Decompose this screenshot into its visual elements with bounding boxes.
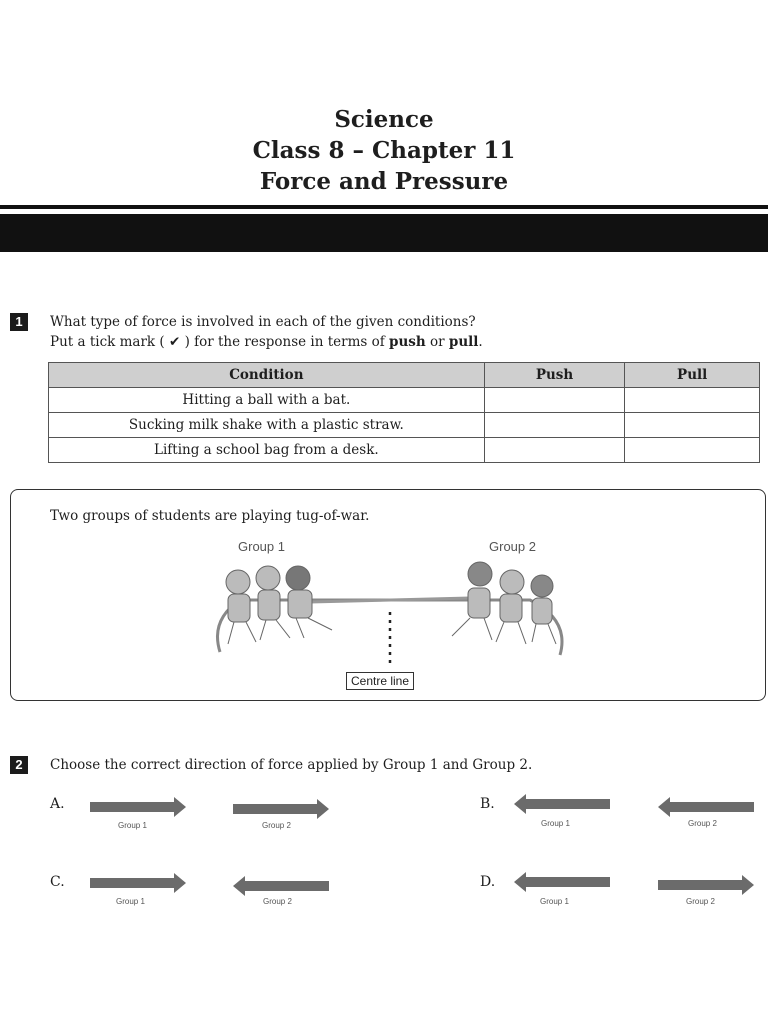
group-2-students xyxy=(452,562,556,644)
option-c-group2-label: Group 2 xyxy=(263,897,292,906)
option-a-group2-label: Group 2 xyxy=(262,821,291,830)
topic-title: Force and Pressure xyxy=(259,168,509,195)
q1-prefix: Put a tick mark ( xyxy=(50,334,165,350)
option-b-group2-label: Group 2 xyxy=(688,819,717,828)
header-divider xyxy=(0,205,768,209)
header-push: Push xyxy=(484,363,625,388)
subject-title: Science xyxy=(334,106,434,133)
table-row xyxy=(49,388,760,413)
question-1-line2 xyxy=(50,332,483,352)
option-d-group2-arrow xyxy=(658,875,758,895)
q1-period: . xyxy=(478,334,483,350)
option-b-group2-arrow xyxy=(658,797,758,817)
pull-answer-cell[interactable] xyxy=(625,388,760,413)
header-pull: Pull xyxy=(625,363,760,388)
group-1-students xyxy=(226,566,332,644)
q1-mid: ) for the response in terms of xyxy=(184,334,390,350)
option-d-label[interactable]: D. xyxy=(480,874,496,890)
question-1-number: 1 xyxy=(10,313,28,331)
pull-word: pull xyxy=(448,334,479,350)
option-c-group1-label: Group 1 xyxy=(116,897,145,906)
option-a-group1-arrow xyxy=(90,797,190,817)
tug-of-war-illustration xyxy=(200,560,580,670)
option-c-group1-arrow xyxy=(90,873,190,893)
tick-mark-icon: ✔ xyxy=(168,334,181,350)
pull-answer-cell[interactable] xyxy=(625,413,760,438)
chapter-title: Class 8 – Chapter 11 xyxy=(252,137,516,164)
push-answer-cell[interactable] xyxy=(484,413,625,438)
group-2-label: Group 2 xyxy=(489,539,536,554)
push-word: push xyxy=(389,334,426,350)
question-2-text: Choose the correct direction of force applied by Group 1 and Group 2. xyxy=(50,757,533,773)
force-table xyxy=(48,362,760,463)
condition-cell: Sucking milk shake with a plastic straw. xyxy=(49,413,485,438)
table-row xyxy=(49,438,760,463)
header-bar xyxy=(0,214,768,252)
option-a-label[interactable]: A. xyxy=(50,796,65,812)
pull-answer-cell[interactable] xyxy=(625,438,760,463)
option-a-group1-label: Group 1 xyxy=(118,821,147,830)
table-header-row xyxy=(49,363,760,388)
group-1-label: Group 1 xyxy=(238,539,285,554)
push-answer-cell[interactable] xyxy=(484,388,625,413)
centre-line-label: Centre line xyxy=(346,672,414,690)
option-b-group1-label: Group 1 xyxy=(541,819,570,828)
scenario-text: Two groups of students are playing tug-of-war. xyxy=(50,508,370,524)
condition-cell: Hitting a ball with a bat. xyxy=(49,388,485,413)
option-c-group2-arrow xyxy=(233,876,333,896)
question-1-line1: What type of force is involved in each of the given conditions? xyxy=(50,314,476,330)
table-row xyxy=(49,413,760,438)
option-d-group1-arrow xyxy=(514,872,614,892)
option-d-group2-label: Group 2 xyxy=(686,897,715,906)
condition-cell: Lifting a school bag from a desk. xyxy=(49,438,485,463)
option-b-group1-arrow xyxy=(514,794,614,814)
header-condition: Condition xyxy=(49,363,485,388)
option-d-group1-label: Group 1 xyxy=(540,897,569,906)
option-b-label[interactable]: B. xyxy=(480,796,495,812)
option-c-label[interactable]: C. xyxy=(50,874,65,890)
push-answer-cell[interactable] xyxy=(484,438,625,463)
question-2-number: 2 xyxy=(10,756,28,774)
option-a-group2-arrow xyxy=(233,799,333,819)
q1-or: or xyxy=(425,334,449,350)
